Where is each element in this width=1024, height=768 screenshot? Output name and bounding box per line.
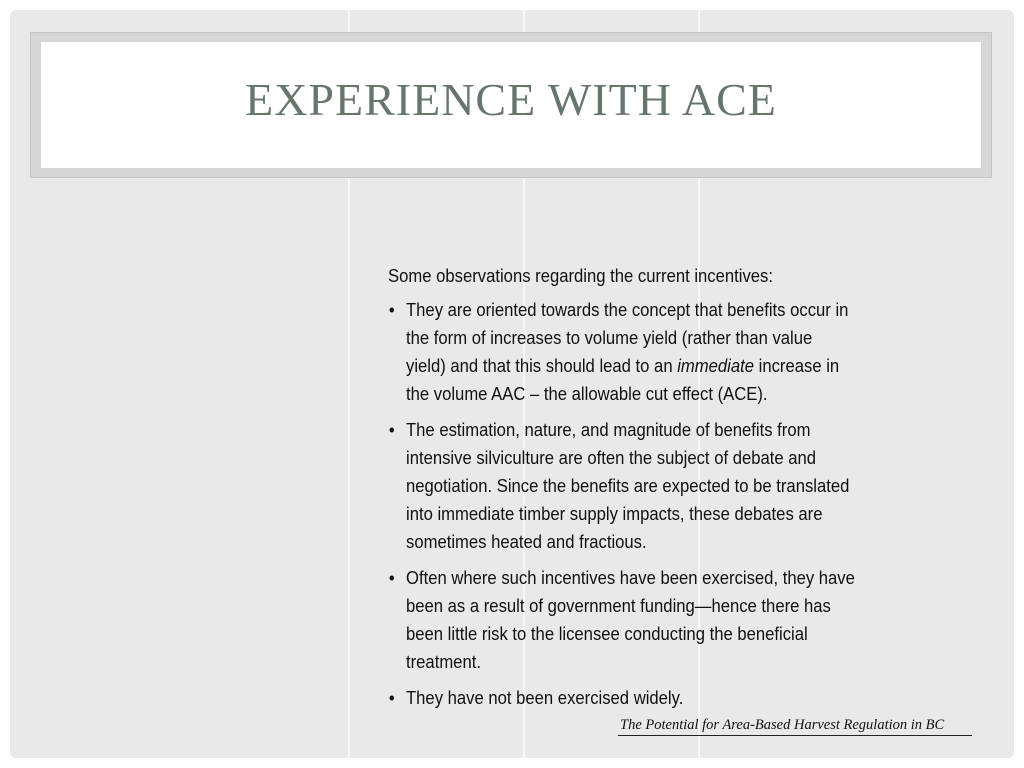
intro-text: Some observations regarding the current incentives:	[388, 265, 774, 286]
bullet-text-before: They are oriented towards the concept that benefits occur in the form of increases to volume yield (rather than value yield) and that this should lead to an	[406, 299, 849, 376]
bullet-text-after: increase in the volume AAC – the allowable cut effect (ACE).	[406, 355, 840, 404]
title-frame	[30, 32, 992, 178]
bullet-item: • Often where such incentives have been exercised, they have been as a result of government funding—hence there has been little risk to the licensee conducting the beneficial treatment.	[388, 564, 856, 676]
bullet-item	[388, 296, 856, 408]
bullet-emphasis: immediate	[677, 355, 755, 376]
bullet-list	[388, 296, 856, 712]
title-box	[41, 42, 981, 168]
bullet-item: • The estimation, nature, and magnitude of benefits from intensive silviculture are often the subject of debate and negotiation. Since the benefits are expected to be translated into immediate timber supply impacts, these debates are sometimes heated and fractious.	[388, 416, 856, 556]
bullet-item: • They have not been exercised widely.	[388, 684, 856, 712]
content-body	[388, 262, 856, 720]
slide-title: EXPERIENCE WITH ACE	[245, 73, 777, 125]
slide	[10, 10, 1014, 758]
footer-source-caption: The Potential for Area-Based Harvest Regulation in BC	[618, 717, 972, 736]
